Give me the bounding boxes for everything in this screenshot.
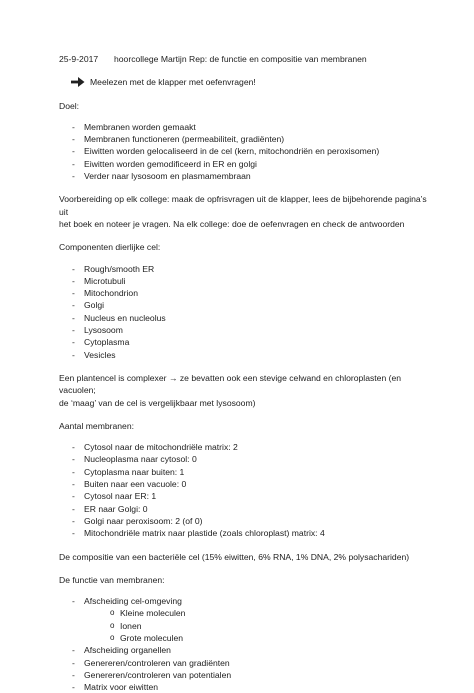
list-item: - ER naar Golgi: 0: [72, 503, 148, 514]
voorbereiding-paragraph: Voorbereiding op elk college: maak de opfrisvragen uit de klapper, lees de bijbehorende pagina’s uit het boek en noteer je vragen. Na elk college: doe de oefenvragen en check de antwoorden: [59, 194, 427, 229]
componenten-list: [59, 263, 431, 361]
list-item: - Golgi: [72, 300, 105, 311]
functie-heading: De functie van membranen:: [59, 574, 165, 585]
list-item: - Mitochondriële matrix naar plastide (zoals chloroplast) matrix: 4: [72, 528, 325, 539]
list-item: - Lysosoom: [72, 325, 123, 336]
list-item: - Eiwitten worden gemodificeerd in ER en golgi: [72, 158, 257, 169]
list-item: - Matrix voor eiwitten: [72, 682, 159, 693]
list-item: - Cytoplasma: [72, 337, 130, 348]
lecture-date: 25-9-2017: [59, 54, 99, 64]
list-item: - Nucleoplasma naar cytosol: 0: [72, 454, 197, 465]
list-item: - Membranen functioneren (permeabiliteit, gradiënten): [72, 134, 285, 145]
list-item: - Genereren/controleren van potentialen: [72, 669, 232, 680]
sub-list-item: o Kleine moleculen: [110, 608, 186, 619]
sub-list-item: o Ionen: [110, 620, 142, 631]
list-item: - Afscheiding cel-omgeving: [72, 596, 182, 607]
list-item: - Nucleus en nucleolus: [72, 312, 166, 323]
componenten-heading: Componenten dierlijke cel:: [59, 242, 161, 253]
list-item: - Verder naar lysosoom en plasmamembraan: [72, 171, 251, 182]
plantencel-paragraph: Een plantencel is complexer → ze bevatten ook een stevige celwand en chloroplasten (en vacuolen; de ‘maag’ van de cel is vergelijkbaar met lysosoom): [59, 372, 402, 408]
aantal-list: [59, 441, 431, 539]
list-item: - Genereren/controleren van gradiënten: [72, 657, 230, 668]
list-item: - Cytosol naar ER: 1: [72, 491, 157, 502]
intro-note-text: Meelezen met de klapper met oefenvragen!: [90, 77, 256, 88]
list-item: - Membranen worden gemaakt: [72, 121, 196, 132]
intro-note: [59, 76, 431, 88]
list-item: - Afscheiding organellen: [72, 645, 171, 656]
doel-heading: Doel:: [59, 100, 80, 111]
functie-list: [59, 595, 431, 607]
list-item: - Vesicles: [72, 349, 116, 360]
list-item: - Golgi naar peroxisoom: 2 (of 0): [72, 515, 203, 526]
compositie-paragraph: De compositie van een bacteriële cel (15% eiwitten, 6% RNA, 1% DNA, 2% polysachariden): [59, 551, 410, 562]
aantal-heading: Aantal membranen:: [59, 420, 134, 431]
document-content: [59, 53, 431, 693]
list-item: - Mitochondrion: [72, 288, 138, 299]
sub-list-item: o Grote moleculen: [110, 632, 184, 643]
list-item: - Cytoplasma naar buiten: 1: [72, 466, 185, 477]
functie-sublist: [59, 607, 431, 644]
list-item: - Buiten naar een vacuole: 0: [72, 479, 187, 490]
arrow-right-icon: [71, 77, 85, 87]
lecture-title: hoorcollege Martijn Rep: de functie en compositie van membranen: [114, 54, 367, 64]
lecture-header: [59, 53, 431, 65]
list-item: - Rough/smooth ER: [72, 263, 155, 274]
list-item: - Eiwitten worden gelocaliseerd in de cel (kern, mitochondriën en peroxisomen): [72, 146, 380, 157]
doel-list: [59, 121, 431, 182]
list-item: - Cytosol naar de mitochondriële matrix: 2: [72, 442, 238, 453]
functie-list-continued: [59, 644, 431, 693]
list-item: - Microtubuli: [72, 275, 126, 286]
